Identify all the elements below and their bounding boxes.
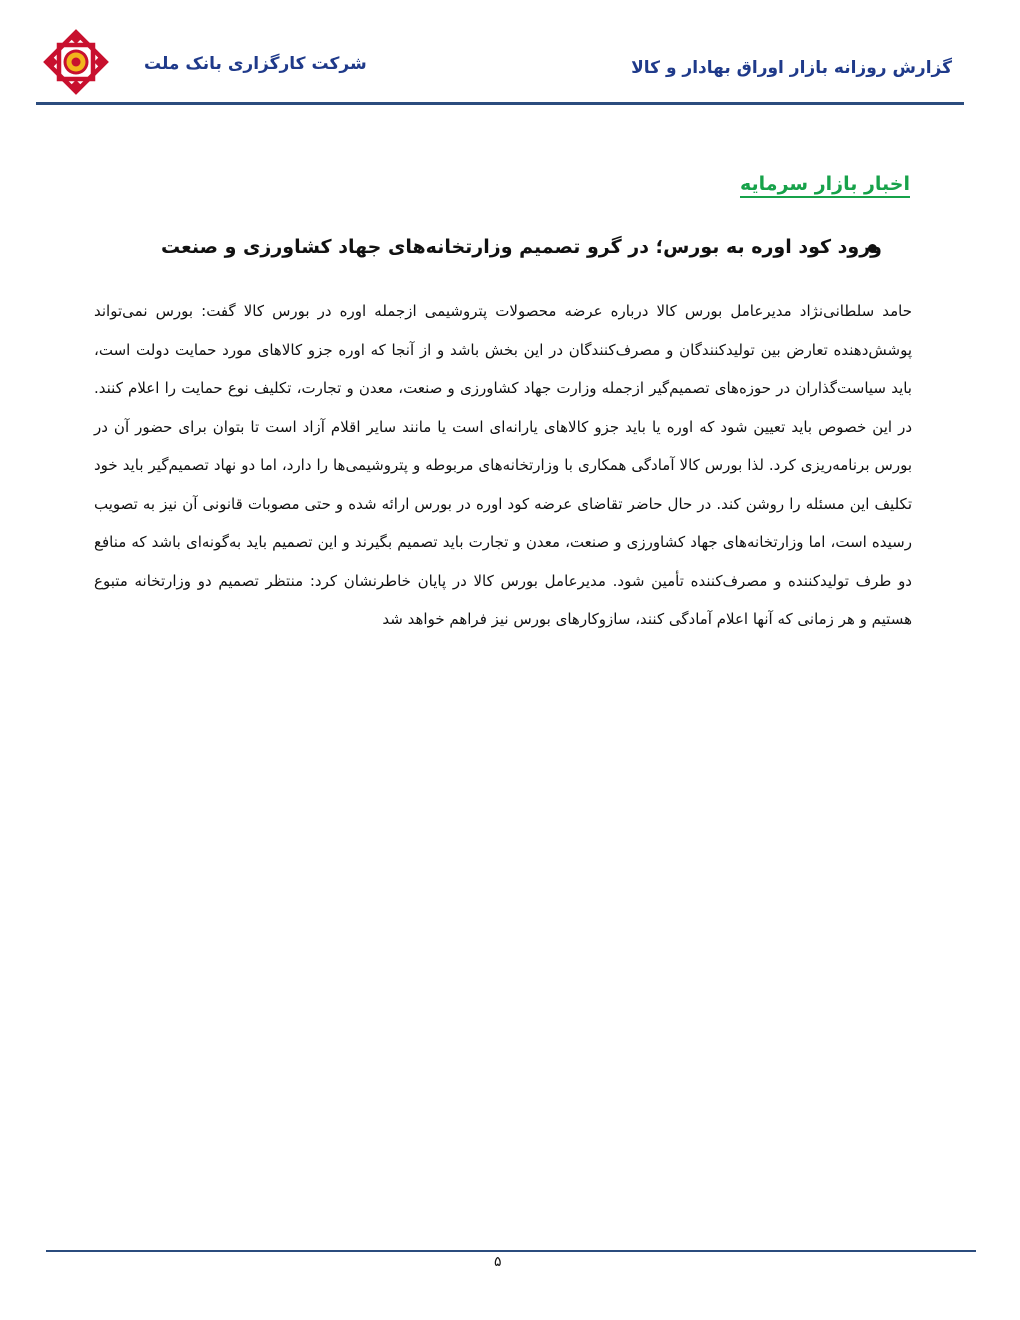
- bank-mellat-logo-icon: [40, 26, 112, 98]
- report-title: گزارش روزانه بازار اوراق بهادار و کالا: [631, 58, 952, 78]
- article-title: ورود کود اوره به بورس؛ در گرو تصمیم وزارتخانه‌های جهاد کشاورزی و صنعت: [161, 236, 882, 258]
- footer-divider: [46, 1250, 976, 1252]
- page-number: ۵: [494, 1254, 502, 1270]
- header-divider: [36, 102, 964, 105]
- section-heading: اخبار بازار سرمایه: [740, 173, 910, 198]
- page-header: [36, 18, 964, 104]
- article-body: حامد سلطانی‌نژاد مدیرعامل بورس کالا درباره عرضه محصولات پتروشیمی ازجمله اوره در بورس کالا گفت: بورس نمی‌تواند پوشش‌دهنده تعارض بین تولیدکنندگان و مصرف‌کنندگان در این بخش باشد و از آنجا که اوره جزو کالاهای مورد حمایت دولت است، باید سیاست‌گذاران در حوزه‌های تصمیم‌گیر ازجمله وزارت جهاد کشاورزی و صنعت، معدن و تجارت، تکلیف نوع حمایت را اعلام کنند. در این خصوص باید تعیین شود که اوره یا باید جزو کالاهای یارانه‌ای است یا مانند سایر اقلام آزاد است تا بتوان برای حضور آن در بورس برنامه‌ریزی کرد. لذا بورس کالا آمادگی همکاری با وزارتخانه‌های مربوطه و پتروشیمی‌ها را دارد، اما دو نهاد تصمیم‌گیر باید خود تکلیف این مسئله را روشن کند. در حال حاضر تقاضای عرضه کود اوره در بورس ارائه شده و حتی مصوبات قانونی آن نیز به تصویب رسیده است، اما وزارتخانه‌های جهاد کشاورزی و صنعت، معدن و تجارت باید تصمیم بگیرند و این تصمیم باید به‌گونه‌ای باشد که منافع دو طرف تولیدکننده و مصرف‌کننده تأمین شود. مدیرعامل بورس کالا در پایان خاطرنشان کرد: منتظر تصمیم دو وزارتخانه متبوع هستیم و هر زمانی که آنها اعلام آمادگی کنند، سازوکارهای بورس نیز فراهم خواهد شد: [94, 302, 912, 628]
- company-name: شرکت کارگزاری بانک ملت: [144, 54, 367, 74]
